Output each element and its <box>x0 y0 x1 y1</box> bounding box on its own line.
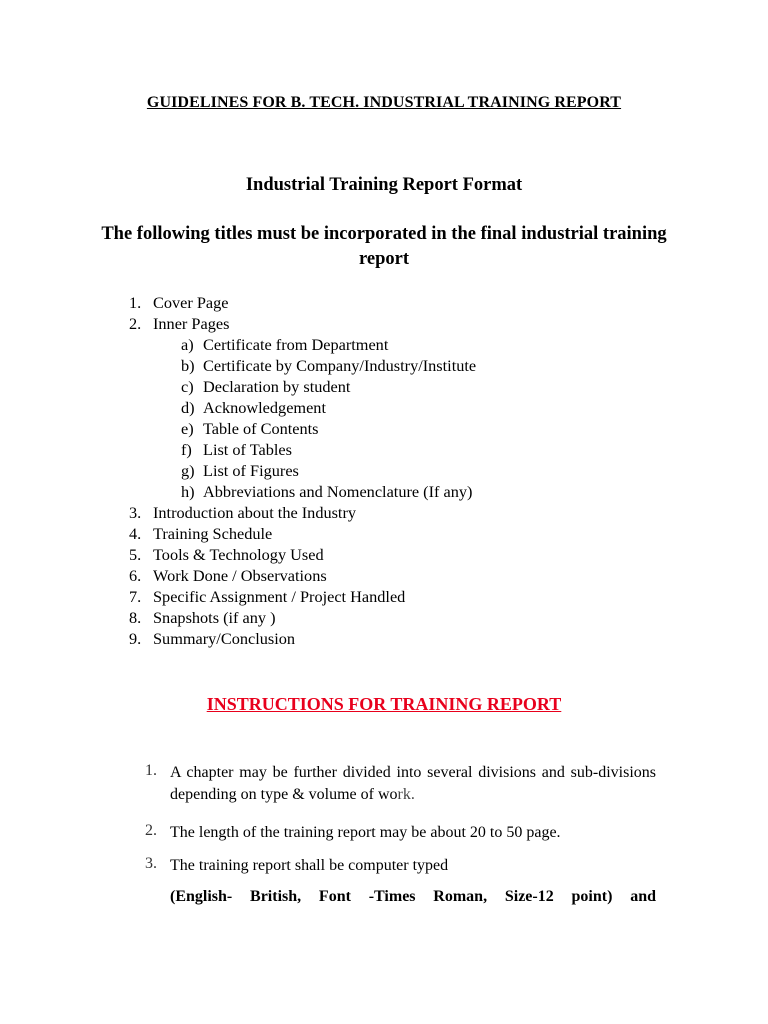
instruction-font-spec: (English- British, Font -Times Roman, Size-12 point) and <box>170 888 656 905</box>
list-item-number: 5. <box>129 545 142 564</box>
list-item-text: Inner Pages <box>153 314 230 333</box>
sub-list-text: List of Tables <box>203 440 292 459</box>
sub-list-letter: f) <box>181 440 192 459</box>
sub-list-text: Certificate from Department <box>203 335 389 354</box>
sub-list-text: Certificate by Company/Industry/Institute <box>203 356 477 375</box>
list-item-text: Summary/Conclusion <box>153 629 296 648</box>
format-title: Industrial Training Report Format <box>245 175 523 195</box>
list-item-text: Work Done / Observations <box>153 566 327 585</box>
list-item-number: 1. <box>129 293 142 312</box>
sub-list-letter: b) <box>181 356 195 375</box>
instruction-text-tail: rk. <box>397 786 415 803</box>
sub-list-letter: h) <box>181 482 195 501</box>
list-item-text: Training Schedule <box>153 524 273 543</box>
instruction-text <box>170 762 656 806</box>
instruction-number: 3. <box>145 855 157 872</box>
list-item-number: 8. <box>129 608 142 627</box>
list-item-text: Snapshots (if any ) <box>153 608 276 627</box>
instruction-text: The length of the training report may be about 20 to 50 page. <box>170 824 561 841</box>
list-item-number: 3. <box>129 503 142 522</box>
instruction-number: 1. <box>145 762 157 779</box>
sub-list-text: Table of Contents <box>203 419 319 438</box>
intro-text: The following titles must be incorporated in the final industrial training report <box>101 224 667 269</box>
list-item-number: 4. <box>129 524 142 543</box>
sub-list-text: Abbreviations and Nomenclature (If any) <box>203 482 473 501</box>
list-item-text: Specific Assignment / Project Handled <box>153 587 406 606</box>
sub-list-text: Acknowledgement <box>203 398 326 417</box>
list-item-number: 9. <box>129 629 142 648</box>
sub-list-text: List of Figures <box>203 461 299 480</box>
sub-list-letter: g) <box>181 461 195 480</box>
sub-list-letter: a) <box>181 335 194 354</box>
sub-list-letter: d) <box>181 398 195 417</box>
instructions-heading: INSTRUCTIONS FOR TRAINING REPORT <box>206 694 562 714</box>
sub-list-letter: e) <box>181 419 194 438</box>
sub-list-letter: c) <box>181 377 194 396</box>
list-item-text: Tools & Technology Used <box>153 545 324 564</box>
sub-list-text: Declaration by student <box>203 377 351 396</box>
list-item-text: Introduction about the Industry <box>153 503 357 522</box>
main-heading: GUIDELINES FOR B. TECH. INDUSTRIAL TRAINING REPORT <box>146 94 622 111</box>
list-item-number: 7. <box>129 587 142 606</box>
list-item-text: Cover Page <box>153 293 229 312</box>
instruction-text: The training report shall be computer typed <box>170 857 449 874</box>
instruction-number: 2. <box>145 822 157 839</box>
list-item-number: 2. <box>129 314 142 333</box>
list-item-number: 6. <box>129 566 142 585</box>
instruction-text-main: A chapter may be further divided into several divisions and sub-divisions depending on type & volume of wo <box>170 764 656 803</box>
